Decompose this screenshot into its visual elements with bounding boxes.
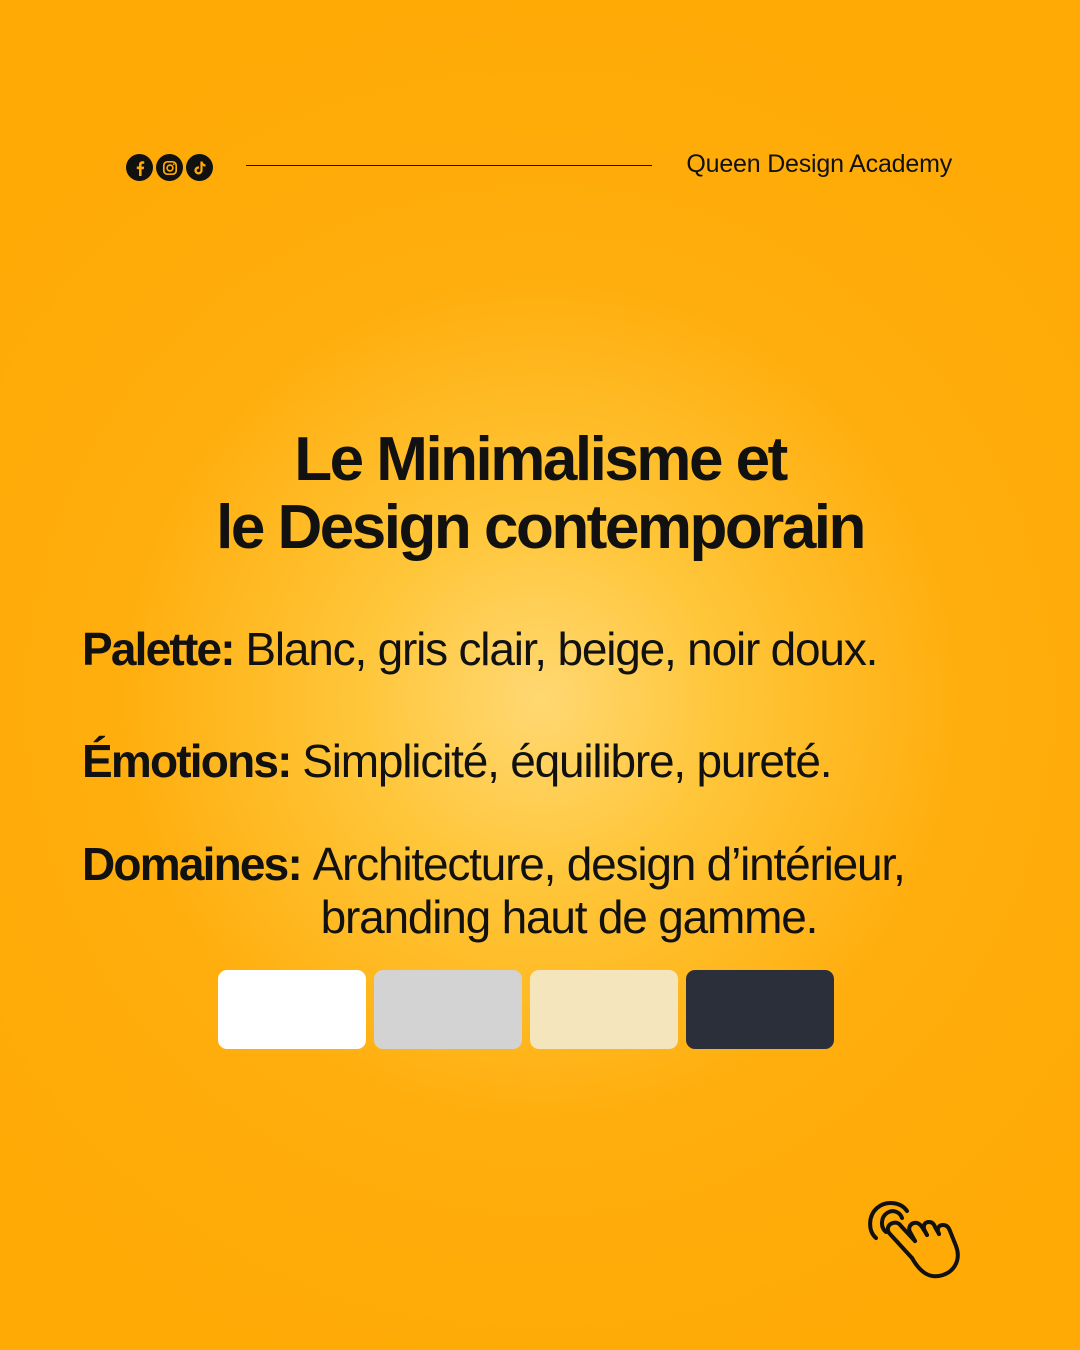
domaines-value-line-1: Architecture, design d’intérieur, (312, 838, 905, 890)
emotions-label: Émotions: (82, 735, 291, 787)
header-divider (246, 165, 652, 166)
social-icons (126, 154, 213, 181)
facebook-icon[interactable] (126, 154, 153, 181)
title-line-1: Le Minimalisme et (294, 425, 786, 494)
palette-label: Palette: (82, 623, 234, 675)
tap-hand-icon[interactable] (862, 1198, 968, 1280)
domaines-value (313, 838, 905, 944)
emotions-row (82, 735, 831, 788)
tiktok-icon[interactable] (186, 154, 213, 181)
swatch-beige (530, 970, 678, 1049)
color-swatches (218, 970, 834, 1049)
domaines-label: Domaines: (82, 838, 301, 890)
title-line-2: le Design contemporain (216, 493, 864, 562)
palette-value: Blanc, gris clair, beige, noir doux. (245, 623, 878, 675)
swatch-light-gray (374, 970, 522, 1049)
palette-row (82, 623, 877, 676)
header-bar (126, 150, 952, 184)
domaines-row (82, 838, 905, 944)
swatch-white (218, 970, 366, 1049)
page-title (0, 426, 1080, 562)
swatch-soft-black (686, 970, 834, 1049)
domaines-value-line-2: branding haut de gamme. (320, 891, 818, 943)
emotions-value: Simplicité, équilibre, pureté. (302, 735, 832, 787)
instagram-icon[interactable] (156, 154, 183, 181)
brand-name: Queen Design Academy (686, 150, 952, 178)
